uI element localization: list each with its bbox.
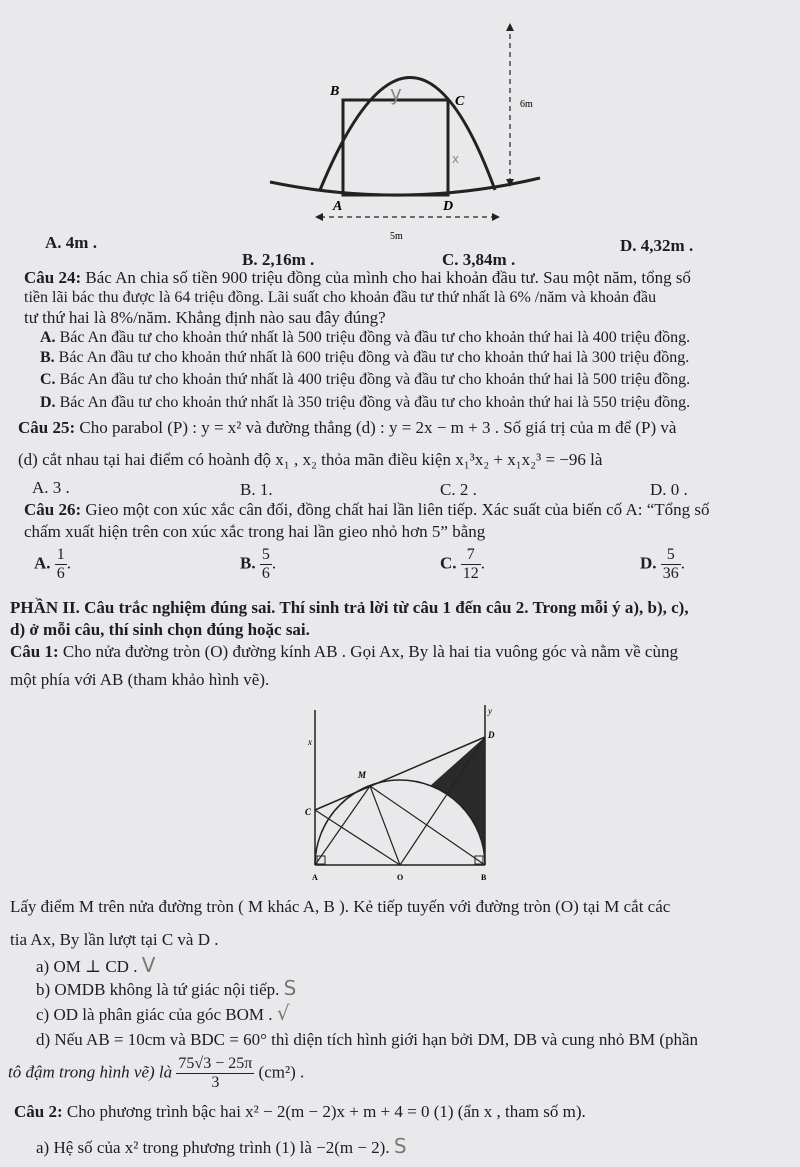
q23-option-b[interactable]: B. 2,16m . [242, 250, 315, 269]
q25-option-c[interactable]: C. 2 . [440, 480, 477, 499]
q25-line-2: (d) cắt nhau tại hai điểm có hoành độ x₁ , x₂ thỏa mãn điều kiện x₁³x₂ + x₁x₂³ = −96 là [18, 450, 603, 469]
q26-a-numerator: 1 [56, 546, 65, 563]
handwritten-mark-a: S [393, 1134, 407, 1158]
parabola-arch-figure [265, 15, 555, 245]
q25-option-b[interactable]: B. 1. [240, 480, 273, 499]
p2q1-item-d-continued: tô đậm trong hình vẽ) là $\frac{75√3 - 25\pi}{3}$ (cm²) . [8, 1055, 305, 1091]
q25-option-d[interactable]: D. 0 . [650, 480, 688, 499]
q24-option-c[interactable]: C. Bác An đầu tư cho khoản thứ nhất là 400 triệu đồng và đầu tư cho khoản thứ hai là 500 triệu đồng. [40, 371, 691, 388]
p2q1-item-b[interactable]: b) OMDB không là tứ giác nội tiếp. S [36, 976, 297, 1000]
q24-option-d[interactable]: D. Bác An đầu tư cho khoản thứ nhất là 350 triệu đồng và đầu tư cho khoản thứ hai là 550 triệu đồng. [40, 394, 691, 411]
q24-option-a[interactable]: A. Bác An đầu tư cho khoản thứ nhất là 500 triệu đồng và đầu tư cho khoản thứ hai là 400 triệu đồng. [40, 329, 691, 346]
q26-line-2: chấm xuất hiện trên con xúc xắc trong hai lần gieo nhỏ hơn 5” bằng [24, 522, 486, 541]
handwritten-check-a: V [141, 953, 156, 977]
q26-line-1: Câu 26: Gieo một con xúc xắc cân đối, đồng chất hai lần liên tiếp. Xác suất của biến cố A: “Tổng số [24, 500, 710, 519]
d-numerator: 75√3 − 25π [178, 1055, 253, 1072]
handwritten-check-c: √ [276, 1001, 290, 1025]
p2q1-line-1: Câu 1: Cho nửa đường tròn (O) đường kính AB . Gọi Ax, By là hai tia vuông góc và nằm về cùng [10, 642, 678, 661]
label-A: A [333, 199, 343, 214]
label-x: x [308, 737, 312, 747]
part2-header-line-1: PHẦN II. Câu trắc nghiệm đúng sai. Thí sinh trả lời từ câu 1 đến câu 2. Trong mỗi ý a), b), c), [10, 598, 689, 617]
semicircle-figure [300, 700, 510, 890]
label-C: C [305, 807, 312, 817]
q26-c-numerator: 7 [461, 546, 481, 565]
q26-b-numerator: 5 [261, 546, 270, 563]
q24-line-2: tiền lãi bác thu được là 64 triệu đồng. Lãi suất cho khoản đầu tư thứ nhất là 6% /năm và khoản đầu [24, 289, 657, 306]
p2q1-item-a[interactable]: a) OM ⊥ CD . V [36, 953, 156, 977]
label-M: M [358, 770, 367, 780]
p2q1-item-d[interactable]: d) Nếu AB = 10cm và BDC = 60° thì diện tích hình giới hạn bởi DM, DB và cung nhỏ BM (phần [36, 1030, 699, 1049]
label-B: B [481, 873, 487, 882]
q23-option-d[interactable]: D. 4,32m . [620, 236, 694, 255]
q25-option-a[interactable]: A. 3 . [32, 478, 70, 497]
label-D: D [443, 199, 454, 214]
q25-line-1: Câu 25: Cho parabol (P) : y = x² và đường thẳng (d) : y = 2x − m + 3 . Số giá trị của m để (P) và [18, 418, 677, 437]
q26-option-b[interactable]: B. $\frac{5}{6}$ . [240, 546, 277, 582]
label-height: 6m [520, 99, 533, 110]
q24-line-3: tư thứ hai là 8%/năm. Khẳng định nào sau đây đúng? [24, 308, 386, 327]
p2q1-item-c[interactable]: c) OD là phân giác của góc BOM . √ [36, 1001, 290, 1025]
handwritten-mark-x: x [452, 152, 460, 166]
p2q1-after-1: Lấy điểm M trên nửa đường tròn ( M khác A, B ). Kẻ tiếp tuyến với đường tròn (O) tại M cắt các [10, 897, 671, 916]
label-A: A [312, 873, 318, 882]
label-C: C [455, 94, 465, 109]
part2-header-line-2: d) ở mỗi câu, thí sinh chọn đúng hoặc sai. [10, 620, 310, 639]
q23-option-c[interactable]: C. 3,84m . [442, 250, 516, 269]
q26-b-denominator: 6 [261, 565, 270, 582]
handwritten-mark-b: S [283, 976, 297, 1000]
q26-d-denominator: 36 [662, 565, 679, 582]
q26-c-denominator: 12 [462, 565, 479, 582]
q23-option-a[interactable]: A. 4m . [45, 233, 97, 252]
label-width: 5m [390, 231, 403, 242]
q26-option-a[interactable]: A. $\frac{1}{6}$ . [34, 546, 72, 582]
p2q2-item-a[interactable]: a) Hệ số của x² trong phương trình (1) là −2(m − 2). S [36, 1134, 407, 1158]
q26-d-numerator: 5 [661, 546, 681, 565]
label-B: B [330, 84, 340, 99]
q26-a-denominator: 6 [56, 565, 65, 582]
p2q1-after-2: tia Ax, By lần lượt tại C và D . [10, 930, 219, 949]
q26-option-d[interactable]: D. $\frac{5}{36}$ . [640, 546, 686, 582]
label-y: y [488, 706, 492, 716]
d-denominator: 3 [211, 1074, 220, 1091]
q24-option-b[interactable]: B. Bác An đầu tư cho khoản thứ nhất là 600 triệu đồng và đầu tư cho khoản thứ hai là 300 triệu đồng. [40, 349, 690, 366]
p2q1-line-2: một phía với AB (tham khảo hình vẽ). [10, 670, 270, 689]
q24-line-1: Câu 24: Bác An chia số tiền 900 triệu đồng của mình cho hai khoản đầu tư. Sau một năm, tổng số [24, 268, 691, 287]
handwritten-mark-y: y [390, 81, 402, 105]
label-D: D [488, 730, 495, 740]
label-O: O [397, 873, 404, 882]
q26-option-c[interactable]: C. $\frac{7}{12}$ . [440, 546, 486, 582]
p2q2-line-1: Câu 2: Cho phương trình bậc hai x² − 2(m − 2)x + m + 4 = 0 (1) (ẩn x , tham số m). [14, 1102, 586, 1121]
